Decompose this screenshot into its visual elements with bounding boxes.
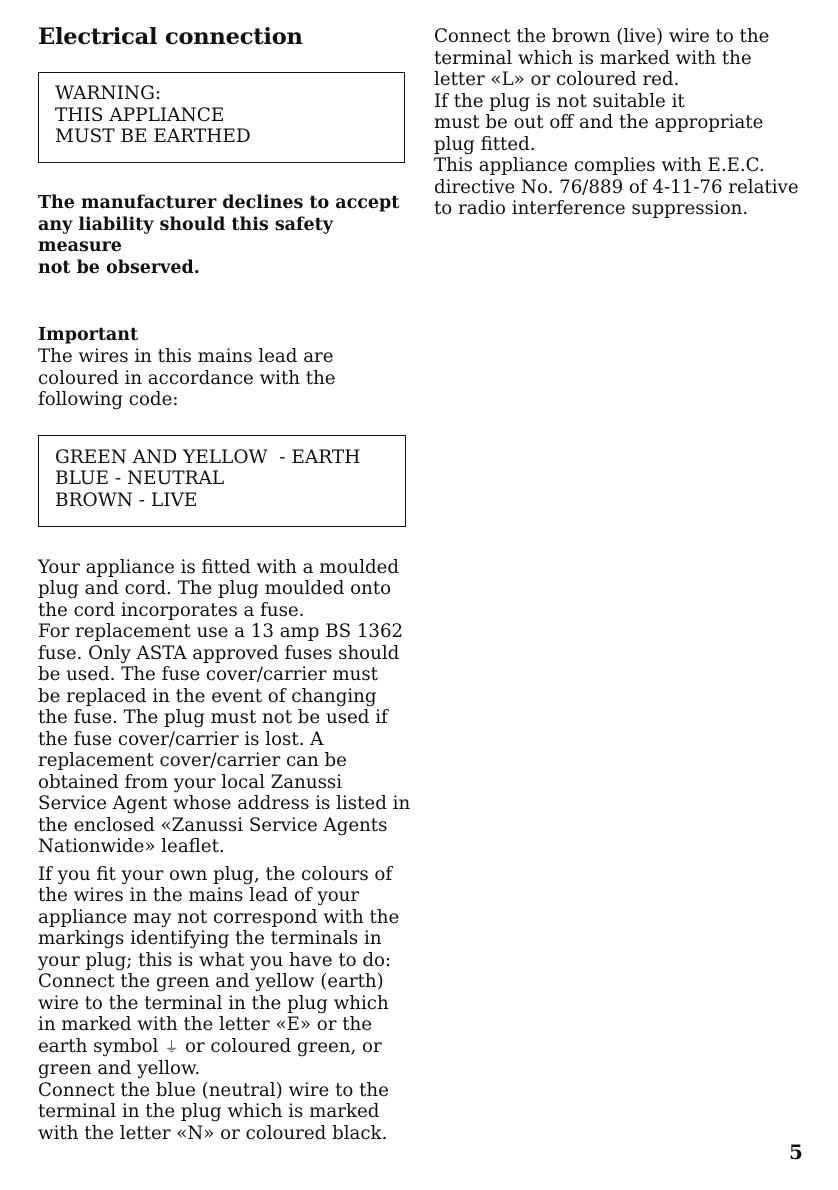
code-line-live: BROWN - LIVE (55, 489, 198, 511)
own-plug-line: your plug; this is what you have to do: (38, 949, 392, 971)
plug-line: For replacement use a 13 amp BS 1362 (38, 621, 404, 642)
important-line: coloured in accordance with the (38, 367, 336, 389)
plug-line: replacement cover/carrier can be (38, 750, 347, 771)
own-plug-line: If you fit your own plug, the colours of (38, 863, 393, 885)
plug-line: the fuse. The plug must not be used if (38, 707, 388, 728)
warning-box (38, 72, 405, 163)
earth-line-text: or coloured green, or (179, 1035, 382, 1057)
plug-line: plug and cord. The plug moulded onto (38, 578, 392, 599)
page-number: 5 (789, 1140, 803, 1164)
own-plug-paragraph (38, 864, 410, 1145)
plug-line: fuse. Only ASTA approved fuses should (38, 642, 400, 664)
right-line: to radio interference suppression. (434, 198, 749, 219)
right-line: This appliance complies with E.E.C. (434, 155, 765, 176)
plug-paragraph (38, 557, 410, 858)
right-line: If the plug is not suitable it (434, 90, 685, 112)
important-paragraph (38, 346, 410, 411)
own-plug-line: appliance may not correspond with the (38, 906, 400, 928)
plug-line: be replaced in the event of changing (38, 685, 377, 707)
plug-line: the cord incorporates a fuse. (38, 599, 305, 621)
right-line: plug fitted. (434, 133, 536, 155)
important-heading: Important (38, 325, 139, 345)
liability-note (38, 193, 410, 279)
important-line: following code: (38, 389, 179, 410)
own-plug-line: wire to the terminal in the plug which (38, 992, 389, 1014)
plug-line: be used. The fuse cover/carrier must (38, 664, 378, 685)
left-column (38, 24, 410, 1144)
liability-line: The manufacturer declines to accept (38, 193, 400, 213)
own-plug-line: the wires in the mains lead of your (38, 885, 360, 906)
right-line: must be out off and the appropriate (434, 112, 764, 133)
own-plug-line: with the letter «N» or coloured black. (38, 1122, 388, 1144)
plug-line: the enclosed «Zanussi Service Agents (38, 814, 388, 836)
right-line: letter «L» or coloured red. (434, 69, 680, 90)
own-plug-line: terminal in the plug which is marked (38, 1101, 380, 1122)
earth-symbol-icon: ⏚ (164, 1037, 180, 1056)
plug-line: obtained from your local Zanussi (38, 771, 343, 793)
own-plug-line: in marked with the letter «E» or the (38, 1014, 373, 1035)
important-line: The wires in this mains lead are (38, 346, 334, 367)
liability-line: any liability should this safety measure (38, 214, 333, 256)
plug-line: Service Agent whose address is listed in (38, 793, 411, 814)
right-column (434, 26, 804, 220)
code-line-neutral: BLUE - NEUTRAL (55, 468, 225, 489)
plug-line: Your appliance is fitted with a moulded (38, 556, 400, 578)
own-plug-line: markings identifying the terminals in (38, 928, 382, 949)
own-plug-line: green and yellow. (38, 1058, 201, 1079)
own-plug-line: Connect the green and yellow (earth) (38, 971, 384, 992)
wire-colour-code-box (38, 435, 406, 527)
plug-line: Nationwide» leaflet. (38, 836, 225, 857)
right-line: terminal which is marked with the (434, 47, 752, 69)
warning-line: THIS APPLIANCE (55, 104, 225, 126)
earth-symbol-line (38, 1036, 410, 1059)
section-title: Electrical connection (38, 24, 303, 50)
code-line-earth: GREEN AND YELLOW - EARTH (55, 446, 361, 468)
right-line: Connect the brown (live) wire to the (434, 26, 770, 47)
warning-line: WARNING: (55, 83, 162, 104)
warning-line: MUST BE EARTHED (55, 126, 251, 147)
liability-line: not be observed. (38, 257, 200, 278)
right-line: directive No. 76/889 of 4-11-76 relative (434, 176, 799, 198)
own-plug-line: Connect the blue (neutral) wire to the (38, 1079, 389, 1101)
earth-line-text: earth symbol (38, 1035, 165, 1057)
plug-line: the fuse cover/carrier is lost. A (38, 728, 324, 750)
